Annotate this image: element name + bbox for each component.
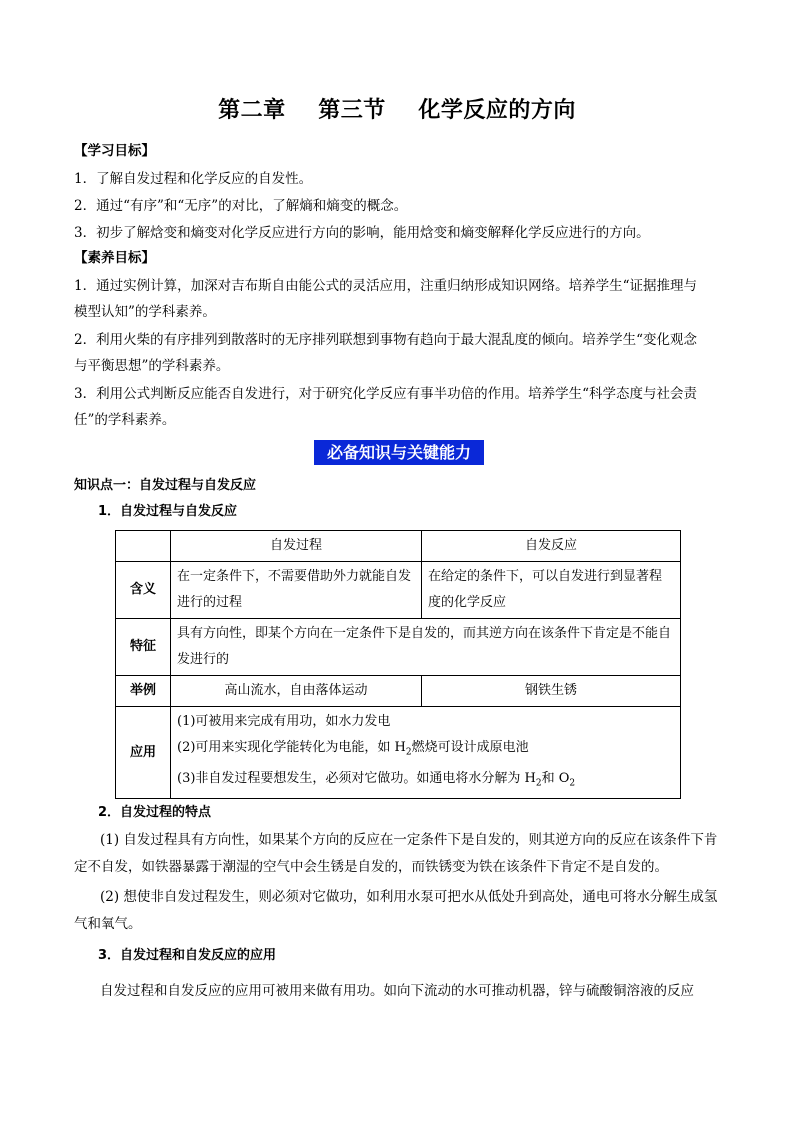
knowledge-point-heading: 知识点一：自发过程与自发反应 (74, 478, 257, 493)
table-header-process: 自发过程 (171, 531, 422, 562)
cell-example-process: 高山流水，自由落体运动 (171, 676, 422, 707)
literacy-goal-3-line1: 3．利用公式判断反应能否自发进行，对于研究化学反应有事半功倍的作用。培养学生“科学态度与社会责 (74, 386, 697, 402)
table-row (116, 619, 681, 676)
cell-meaning-process: 在一定条件下，不需要借助外力就能自发进行的过程 (171, 562, 422, 619)
row-label-feature: 特征 (116, 619, 171, 676)
comparison-table (115, 530, 681, 799)
literacy-goals-heading: 【素养目标】 (74, 250, 155, 266)
section-3-heading: 3．自发过程和自发反应的应用 (98, 948, 277, 963)
row-label-application: 应用 (116, 707, 171, 799)
cell-meaning-reaction: 在给定的条件下，可以自发进行到显著程度的化学反应 (422, 562, 681, 619)
literacy-goal-3-line2: 任”的学科素养。 (74, 412, 176, 428)
title-chapter: 第二章 (218, 97, 286, 123)
learning-goal-1: 1．了解自发过程和化学反应的自发性。 (74, 171, 313, 187)
table-row (116, 676, 681, 707)
table-corner-cell (116, 531, 171, 562)
application-item-1: (1)可被用来完成有用功，如水力发电 (177, 714, 391, 729)
learning-goals-heading: 【学习目标】 (74, 143, 155, 159)
cell-example-reaction: 钢铁生锈 (422, 676, 681, 707)
page-title (0, 93, 794, 124)
application-item-2: (2)可用来实现化学能转化为电能，如 $H_2$燃烧可设计成原电池 (177, 740, 529, 758)
table-header-reaction: 自发反应 (422, 531, 681, 562)
paragraph-spontaneous-direction: (1) 自发过程具有方向性，如果某个方向的反应在一定条件下是自发的，则其逆方向的反应在该条件下肯定不自发，如铁器暴露于潮湿的空气中会生锈是自发的，而铁锈变为铁在该条件下肯定不是自发的。 (74, 832, 718, 875)
table-row (116, 562, 681, 619)
literacy-goal-1-line1: 1．通过实例计算，加深对吉布斯自由能公式的灵活应用，注重归纳形成知识网络。培养学生“证据推理与 (74, 278, 697, 294)
literacy-goal-2-line1: 2．利用火柴的有序排列到散落时的无序排列联想到事物有趋向于最大混乱度的倾向。培养学生“变化观念 (74, 332, 697, 348)
learning-goal-2: 2．通过“有序”和“无序”的对比，了解熵和熵变的概念。 (74, 198, 408, 214)
cell-application (171, 707, 681, 799)
application-item-3: (3)非自发过程要想发生，必须对它做功。如通电将水分解为 $H_2$和 $O_2$ (177, 770, 576, 789)
paragraph-applications: 自发过程和自发反应的应用可被用来做有用功。如向下流动的水可推动机器，锌与硫酸铜溶液的反应 (100, 983, 694, 999)
title-topic: 化学反应的方向 (418, 97, 576, 123)
learning-goal-3: 3．初步了解焓变和熵变对化学反应进行方向的影响，能用焓变和熵变解释化学反应进行的方向。 (74, 225, 650, 241)
cell-feature: 具有方向性，即某个方向在一定条件下是自发的，而其逆方向在该条件下肯定是不能自发进行的 (171, 619, 681, 676)
section-banner: 必备知识与关键能力 (314, 440, 484, 465)
row-label-meaning: 含义 (116, 562, 171, 619)
literacy-goal-1-line2: 模型认知”的学科素养。 (74, 304, 216, 320)
section-2-heading: 2．自发过程的特点 (98, 805, 212, 820)
row-label-example: 举例 (116, 676, 171, 707)
table-row (116, 531, 681, 562)
title-section: 第三节 (318, 97, 386, 123)
table-row (116, 707, 681, 799)
paragraph-nonspontaneous-work: (2) 想使非自发过程发生，则必须对它做功，如利用水泵可把水从低处升到高处，通电可将水分解生成氢气和氧气。 (74, 889, 718, 932)
literacy-goal-2-line2: 与平衡思想”的学科素养。 (74, 358, 230, 374)
section-1-heading: 1．自发过程与自发反应 (98, 504, 238, 519)
